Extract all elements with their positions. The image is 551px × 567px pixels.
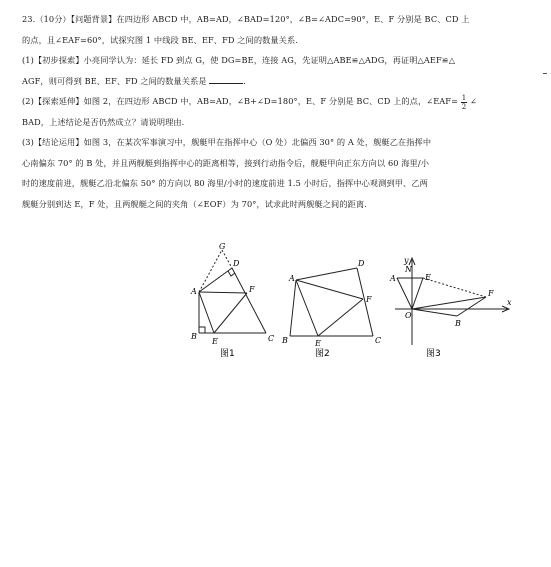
fig1-caption: 图1: [220, 349, 235, 359]
fig3-segment-OF: [412, 297, 486, 309]
fraction-numerator: 1: [461, 93, 467, 102]
fig1-label-E: E: [212, 337, 218, 346]
text-line-5b: ∠: [470, 96, 477, 106]
fig1-segment-AD: [199, 268, 232, 292]
text-line-3: (1)【初步探索】小亮同学认为：延长 FD 到点 G，使 DG=BE，连接 AG，先证明△ABE≌△ADG，再证明△AEF≌△: [22, 55, 456, 65]
fig1-label-F: F: [249, 285, 255, 294]
fig1-segment-DC: [232, 268, 266, 333]
fig2-label-E: E: [315, 339, 321, 348]
fig3-segment-OB: [412, 309, 457, 316]
fig3-label-x: x: [507, 298, 512, 307]
fig2-segment-AD: [296, 268, 357, 280]
fig1-label-G: G: [219, 242, 226, 251]
fig3-label-N: N: [405, 265, 412, 274]
fig3-caption: 图3: [426, 349, 441, 359]
fig1-right-angle-B: [199, 327, 205, 333]
fig1-label-D: D: [233, 259, 240, 268]
text-line-8: 心南偏东 70° 的 B 处，并且两舰艇到指挥中心的距离相等，接到行动指令后，舰艇甲向正东方向以 60 海里/小: [22, 157, 429, 168]
text-line-4b: .: [243, 75, 247, 86]
fig2-segment-AE: [296, 280, 318, 336]
fig1-label-B: B: [191, 332, 197, 341]
fig2-segment-AF: [296, 280, 363, 299]
fig2-segment-AB: [290, 280, 296, 336]
text-line-7: (3)【结论运用】如图 3，在某次军事演习中，舰艇甲在指挥中心（O 处）北偏西 30° 的 A 处，舰艇乙在指挥中: [22, 137, 432, 147]
fraction-denominator: 2: [461, 102, 467, 111]
fig3-label-O: O: [405, 311, 412, 320]
fig3-label-A: A: [390, 274, 396, 283]
text-line-10: 舰艇分别到达 E，F 处，且两舰艇之间的夹角（∠EOF）为 70°，试求此时两舰艇之间的距离.: [22, 198, 367, 209]
text-line-2: 的点，且∠EAF=60°，试探究图 1 中线段 BE、EF、FD 之间的数量关系.: [22, 34, 298, 45]
fig1-label-A: A: [191, 287, 197, 296]
text-line-6: BAD，上述结论是否仍然成立？请说明理由.: [22, 116, 185, 127]
fig3-segment-EF: [423, 278, 486, 297]
text-line-4a: AGF，则可得到 BE、EF、FD 之间的数量关系是: [22, 75, 207, 86]
fig1-segment-EF: [214, 293, 247, 333]
fig2-segment-EF: [318, 299, 363, 336]
fig2-label-B: B: [282, 336, 288, 345]
fig2-label-A: A: [289, 274, 295, 283]
text-line-1: 23.（10分）【问题背景】在四边形 ABCD 中，AB=AD，∠BAD=120°，∠B=∠ADC=90°，E、F 分别是 BC、CD 上: [22, 14, 470, 24]
fig2-label-C: C: [375, 336, 382, 345]
fig1-label-C: C: [268, 334, 275, 343]
fig1-segment-AG: [199, 250, 222, 292]
fig3-label-B: B: [455, 319, 461, 328]
fig3-segment-AO: [397, 278, 412, 309]
fig3-label-y: y: [404, 256, 409, 265]
fig2-caption: 图2: [315, 349, 330, 359]
fig2-label-F: F: [366, 295, 372, 304]
fig3-label-E: E: [425, 273, 431, 282]
fig1-segment-GD: [222, 250, 232, 268]
text-line-5a: (2)【探索延伸】如图 2，在四边形 ABCD 中，AB=AD，∠B+∠D=180°，E、F 分别是 BC、CD 上的点，∠EAF=: [22, 96, 459, 106]
text-line-9: 时的速度前进，舰艇乙沿北偏东 50° 的方向以 80 海里/小时的速度前进 1.5 小时后，指挥中心观测到甲、乙两: [22, 178, 428, 188]
fig1-segment-AF: [199, 292, 247, 293]
figure-2: [290, 268, 373, 336]
fig3-label-F: F: [488, 289, 494, 298]
fig3-segment-EO: [412, 278, 423, 309]
fig2-label-D: D: [358, 259, 365, 268]
figure-3: [395, 258, 509, 345]
